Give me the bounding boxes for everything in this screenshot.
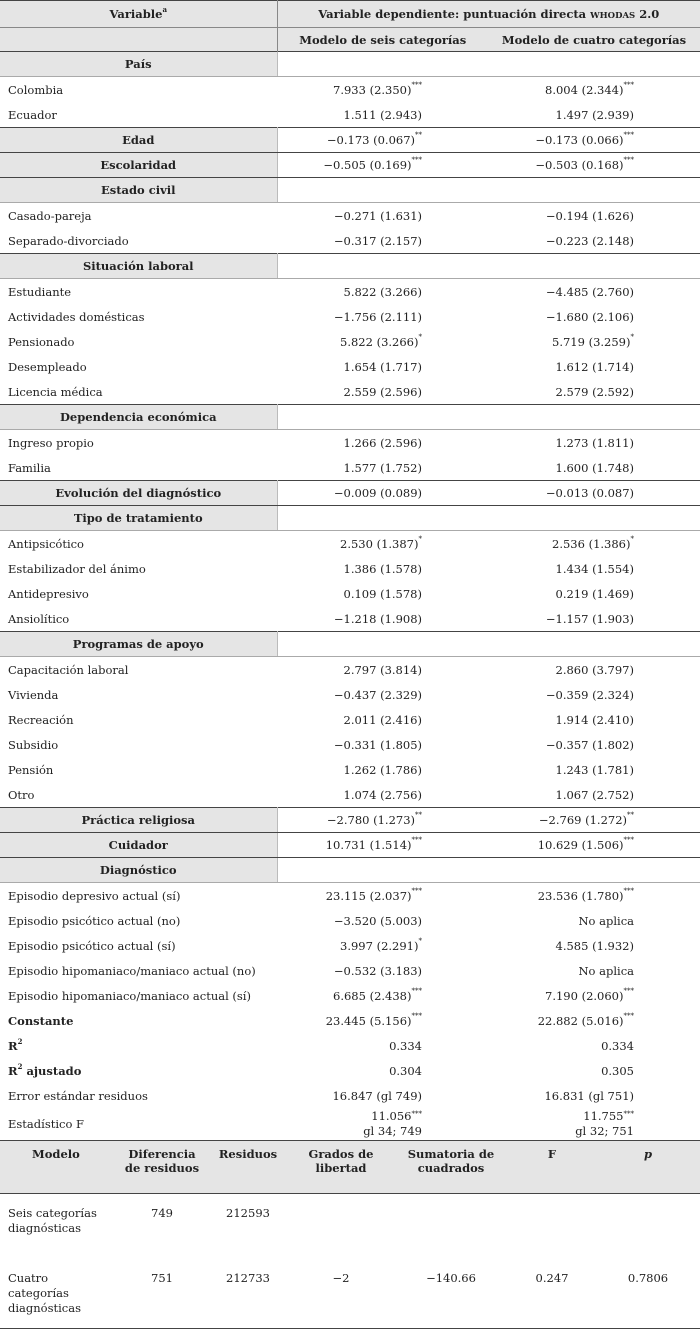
table-row: Capacitación laboral 2.797 (3.814) 2.860 (3.797) bbox=[8, 662, 634, 677]
table-row: Familia 1.577 (1.752) 1.600 (1.748) bbox=[8, 460, 634, 475]
variable-header: Variable$^a$ bbox=[0, 1, 277, 28]
table-row: Colombia 7.933 (2.350)*** 8.004 (2.344)*** bbox=[8, 80, 634, 97]
table-row: Episodio depresivo actual (sí) 23.115 (2.037)*** 23.536 (1.780)*** bbox=[8, 886, 634, 903]
table-row: Licencia médica 2.559 (2.596) 2.579 (2.592) bbox=[8, 384, 634, 399]
table-row: $R^2$ ajustado 0.304 0.305 bbox=[8, 1061, 634, 1078]
table-row: Estadístico F 11.056*** gl 34; 749 11.755*** gl 32; 751 bbox=[0, 1108, 700, 1141]
header-row-2 bbox=[0, 28, 700, 52]
table-row: Estabilizador del ánimo 1.386 (1.578) 1.434 (1.554) bbox=[8, 561, 634, 576]
category-row: Escolaridad −0.505 (0.169)*** −0.503 (0.168)*** bbox=[0, 153, 700, 178]
category-row: Evolución del diagnóstico −0.009 (0.089) −0.013 (0.087) bbox=[0, 481, 700, 506]
model-six-header: Modelo de seis categorías bbox=[277, 28, 488, 52]
table-row: Ecuador 1.511 (2.943) 1.497 (2.939) bbox=[8, 107, 634, 122]
table-row: Otro 1.074 (2.756) 1.067 (2.752) bbox=[8, 787, 634, 802]
table-row: Error estándar residuos 16.847 (gl 749) 16.831 (gl 751) bbox=[8, 1088, 634, 1103]
table-row: Episodio psicótico actual (sí) 3.997 (2.291)* 4.585 (1.932) bbox=[8, 936, 634, 953]
comparison-row: Cuatro categorías diagnósticas 751 212733 −2 −140.66 0.247 0.7806 bbox=[0, 1259, 700, 1329]
category-row: Tipo de tratamiento bbox=[0, 506, 700, 531]
category-row: Programas de apoyo bbox=[0, 632, 700, 657]
table-row: $R^2$ 0.334 0.334 bbox=[8, 1036, 634, 1053]
table-row: Antipsicótico 2.530 (1.387)* 2.536 (1.386)* bbox=[8, 534, 634, 551]
table-row: Episodio psicótico actual (no) −3.520 (5.003) No aplica bbox=[8, 913, 634, 928]
table-row: Pensionado 5.822 (3.266)* 5.719 (3.259)* bbox=[8, 332, 634, 349]
table-row: Vivienda −0.437 (2.329) −0.359 (2.324) bbox=[8, 687, 634, 702]
table-row: Antidepresivo 0.109 (1.578) 0.219 (1.469) bbox=[8, 586, 634, 601]
category-row: Dependencia económica bbox=[0, 405, 700, 430]
category-row: Estado civil bbox=[0, 178, 700, 203]
category-row: Práctica religiosa −2.780 (1.273)** −2.769 (1.272)** bbox=[0, 808, 700, 833]
table-row: Casado-pareja −0.271 (1.631) −0.194 (1.626) bbox=[8, 208, 634, 223]
model-four-header: Modelo de cuatro categorías bbox=[488, 28, 700, 52]
category-row: Cuidador 10.731 (1.514)*** 10.629 (1.506)*** bbox=[0, 833, 700, 858]
table-row: Ansiolítico −1.218 (1.908) −1.157 (1.903) bbox=[8, 611, 634, 626]
model-comparison-table bbox=[0, 1141, 700, 1329]
table-row: Recreación 2.011 (2.416) 1.914 (2.410) bbox=[8, 712, 634, 727]
comparison-row: Seis categorías diagnósticas 749 212593 bbox=[8, 1206, 270, 1235]
table-row: Constante 23.445 (5.156)*** 22.882 (5.016)*** bbox=[8, 1011, 634, 1028]
category-row: Situación laboral bbox=[0, 254, 700, 279]
table-row: Pensión 1.262 (1.786) 1.243 (1.781) bbox=[8, 762, 634, 777]
table-row: Subsidio −0.331 (1.805) −0.357 (1.802) bbox=[8, 737, 634, 752]
table-row: Actividades domésticas −1.756 (2.111) −1.680 (2.106) bbox=[8, 309, 634, 324]
table-row: Estudiante 5.822 (3.266) −4.485 (2.760) bbox=[8, 284, 634, 299]
table-row: Episodio hipomaniaco/maniaco actual (sí) 6.685 (2.438)*** 7.190 (2.060)*** bbox=[8, 986, 634, 1003]
dependent-variable-header: Variable dependiente: puntuación directa WHODAS 2.0 bbox=[277, 1, 700, 28]
table-row: Separado-divorciado −0.317 (2.157) −0.223 (2.148) bbox=[8, 233, 634, 248]
category-row: País bbox=[0, 52, 700, 77]
comparison-header-row: Modelo Diferencia de residuos Residuos Grados de libertad Sumatoria de cuadrados F p bbox=[0, 1141, 700, 1194]
category-row: Diagnóstico bbox=[0, 858, 700, 883]
header-row-1 bbox=[0, 1, 700, 28]
table-row: Episodio hipomaniaco/maniaco actual (no) −0.532 (3.183) No aplica bbox=[8, 963, 634, 978]
table-row: Ingreso propio 1.266 (2.596) 1.273 (1.811) bbox=[8, 435, 634, 450]
category-row: Edad −0.173 (0.067)** −0.173 (0.066)*** bbox=[0, 128, 700, 153]
table-row: Desempleado 1.654 (1.717) 1.612 (1.714) bbox=[8, 359, 634, 374]
